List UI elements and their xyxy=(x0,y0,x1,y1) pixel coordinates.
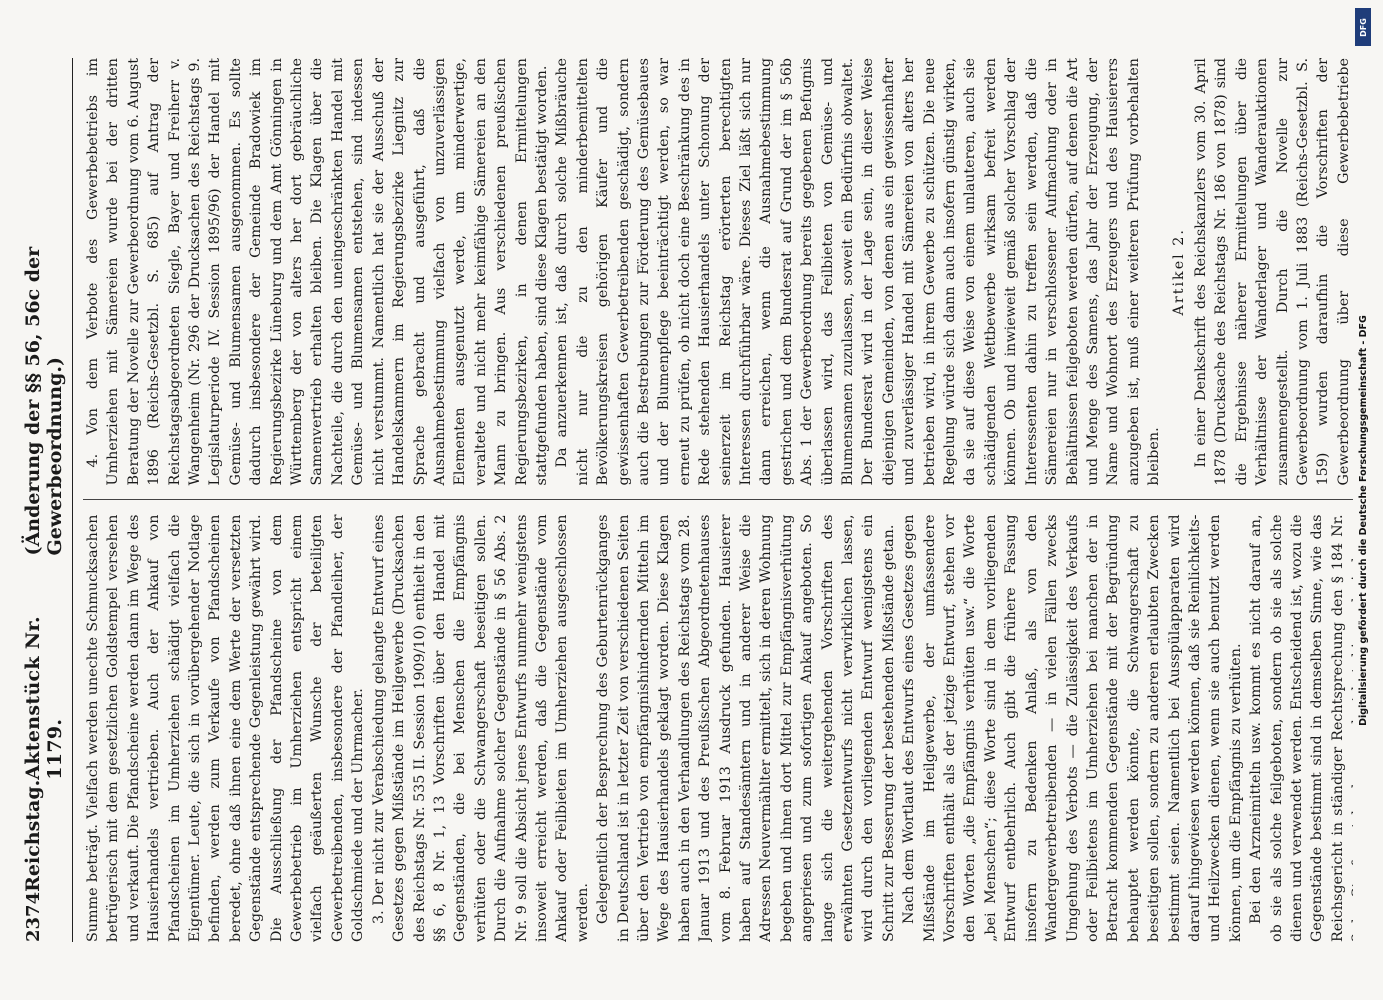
digitization-note xyxy=(1351,55,1375,985)
paragraph: 3. Der nicht zur Verabschiedung gelangte Entwurf eines Gesetzes gegen Mißstände im Heilgewerbe (Drucksachen des Reichstags Nr. 535 II. Session 1909/10) enthielt in den §§ 6, 8 Nr. 1, 13 Vorschriften über den Handel mit Gegenständen, die bei Menschen die Empfängnis verhüten oder die Schwangerschaft beseitigen sollen. Durch die Aufnahme solcher Gegenstände in § 56 Abs. 2 Nr. 9 soll die Absicht jenes Entwurfs nunmehr wenigstens insoweit erreicht werden, daß die Gegenstände vom Ankauf oder Feilbieten im Umherziehen ausgeschlossen werden. xyxy=(370,514,591,942)
paragraph: Summe beträgt. Vielfach werden unechte Schmucksachen betrügerisch mit dem gesetzlichen Goldstempel versehen und verkauft. Die Pfandscheine werden dann im Wege des Hausierhandels vertrieben. Auch der Ankauf von Pfandscheinen im Umherziehen schädigt vielfach die Eigentümer. Leute, die sich in vorübergehender Notlage befinden, werden zum Verkaufe von Pfandscheinen beredet, ohne daß ihnen eine dem Werte der versetzten Gegenstände entsprechende Gegenleistung gewährt wird. Die Ausschließung der Pfandscheine von dem Gewerbebetrieb im Umherziehen entspricht einem vielfach geäußerten Wunsche der beteiligten Gewerbetreibenden, insbesondere der Pfandleiher, der Goldschmiede und der Uhrmacher. xyxy=(85,514,367,942)
header-left-title: Reichstag. xyxy=(22,779,44,892)
right-column xyxy=(83,58,1353,500)
dfg-logo xyxy=(1355,8,1371,46)
digitization-note-text: Digitalisierung gefördert durch die Deutsche Forschungsgemeinschaft - DFG xyxy=(1357,314,1369,726)
paragraph: Nach dem Wortlaut des Entwurfs eines Gesetzes gegen Mißstände im Heilgewerbe, der umfassendere Vorschriften enthält als der jetzige Entwurf, stehen vor den Worten „die Empfängnis verhüten usw.“ die Worte „bei Menschen“; diese Worte sind in dem vorliegenden Entwurf entbehrlich. Auch gibt die frühere Fassung insofern zu Bedenken Anlaß, als von den Wandergewerbetreibenden — in vielen Fällen zwecks Umgehung des Verbots — die Zulässigkeit des Verkaufs oder Feilbietens im Umherziehen bei manchen der in Betracht kommenden Gegenstände mit der Begründung behauptet werden könnte, die Schwangerschaft zu beseitigen sollen, sondern zu anderen erlaubten Zwecken bestimmt seien. Namentlich bei Ausspülapparaten wird darauf hingewiesen werden können, daß sie Reinlichkeits- und Heilzwecken dienen, wenn sie auch benutzt werden können, um die Empfängnis zu verhüten. xyxy=(901,514,1244,942)
page-header xyxy=(22,58,73,942)
paragraph: Bei den Arzneimitteln usw. kommt es nicht darauf an, ob sie als solche feilgeboten, sondern ob sie als solche dienen und verwendet werden. Entscheidend ist, wozu die Gegenstände bestimmt sind in demselben Sinne, wie das Reichsgericht in ständiger Rechtsprechung den § 184 Nr. des Strafgesetzbuchs ausgelegt hat; hiernach sind es zu xyxy=(1248,514,1353,942)
page-number: 2374 xyxy=(23,891,44,942)
header-right-title: (Änderung der §§ 56, 56c der Gewerbeordnung.) xyxy=(22,246,66,556)
paragraph: 4. Von dem Verbote des Gewerbebetriebs im Umherziehen mit Sämereien wurde bei der dritten Beratung der Novelle zur Gewerbeordnung vom 6. August 1896 (Reichs-Gesetzbl. S. 685) auf Antrag der Reichstagsabgeordneten Siegle, Bayer und Freiherr v. Wangenheim (Nr. 296 der Drucksachen des Reichstags 9. Legislaturperiode IV. Session 1895/96) der Handel mit Gemüse- und Blumensamen ausgenommen. Es sollte dadurch insbesondere der Gemeinde Bradowiek im Regierungsbezirke Lüneburg und dem Amt Gönningen in Württemberg der von alters her dort gebräuchliche Samenvertrieb erhalten bleiben. Die Klagen über die Nachteile, die durch den uneingeschränkten Handel mit Gemüse- und Blumensamen entstehen, sind indessen nicht verstummt. Namentlich hat sie der Ausschuß der Handelskammern im Regierungsbezirke Liegnitz zur Sprache gebracht und ausgeführt, daß die Ausnahmebestimmung vielfach von unzuverlässigen Elementen ausgenutzt werde, um minderwertige, veraltete und nicht mehr keimfähige Sämereien an den Mann zu bringen. Aus verschiedenen preußischen Regierungsbezirken, in denen Ermittelungen stattgefunden haben, sind diese Klagen bestätigt worden. xyxy=(85,58,550,486)
dfg-logo-text: DFG xyxy=(1358,17,1368,37)
left-column xyxy=(83,500,1353,943)
paragraph: Gelegentlich der Besprechung des Geburtenrückganges in Deutschland ist in letzter Zeit von verschiedenen Seiten über den Vertrieb von empfängnishindernden Mitteln im Wege des Hausierhandels geklagt worden. Diese Klagen haben auch in den Verhandlungen des Reichstags vom 28. Januar 1913 und des Preußischen Abgeordnetenhauses vom 8. Februar 1913 Ausdruck gefunden. Hausierer haben auf Standesämtern und in anderer Weise die Adressen Neuvermählter ermittelt, sich in deren Wohnung begeben und ihnen dort Mittel zur Empfängnisverhütung angepriesen und zum sofortigen Ankauf angeboten. So lange sich die weitergehenden Vorschriften des erwähnten Gesetzentwurfs nicht verwirklichen lassen, wird durch den vorliegenden Entwurf wenigstens ein Schritt zur Besserung der bestehenden Mißstände getan. xyxy=(595,514,897,942)
header-center-title: Aktenstück Nr. 1179. xyxy=(22,616,66,780)
text-columns xyxy=(83,58,1353,942)
paragraph: In einer Denkschrift des Reichskanzlers vom 30. April 1878 (Drucksache des Reichstags Nr. 186 von 1878) sind die Ergebnisse näherer Ermittelungen über die Verhältnisse der Wanderlager und Wanderauktionen zusammengestellt. Durch die Novelle zur Gewerbeordnung vom 1. Juli 1883 (Reichs-Gesetzbl. S. 159) wurden daraufhin die Vorschriften der Gewerbeordnung über diese Gewerbebetriebe xyxy=(1192,58,1352,486)
paragraph: Da anzuerkennen ist, daß durch solche Mißbräuche nicht nur die zu den minderbemittelten Bevölkerungskreisen gehörigen Käufer und die gewissenhaften Gewerbetreibenden geschädigt, sondern auch die Bestrebungen zur Förderung des Gemüsebaues und der Blumenpflege beeinträchtigt werden, so war erneut zu prüfen, ob nicht doch eine Beschränkung des in Rede stehenden Hausierhandels unter Schonung der seinerzeit im Reichstag erörterten berechtigten Interessen durchführbar wäre. Dieses Ziel läßt sich nur dann erreichen, wenn die Ausnahmebestimmung gestrichen und dem Bundesrat auf Grund der im § 56b Abs. 1 der Gewerbeordnung bereits gegebenen Befugnis überlassen wird, das Feilbieten von Gemüse- und Blumensamen zuzulassen, soweit ein Bedürfnis obwaltet. Der Bundesrat wird in der Lage sein, in dieser Weise diejenigen Gemeinden, von denen aus ein gewissenhafter und zuverlässiger Handel mit Sämereien von alters her betrieben wird, in ihrem Gewerbe zu schützen. Die neue Regelung würde sich dann auch insofern günstig wirken, da sie auf diese Weise von einem unlauteren, auch sie schädigenden Wettbewerbe wirksam befreit werden können. Ob und inwieweit gemäß solcher Vorschlag der Interessenten dahin zu treffen sein werden, daß die Sämereien nur in verschlossener Aufmachung oder in Behältnissen feilgeboten werden dürfen, auf denen die Art und Menge des Samens, das Jahr der Erzeugung, der Name und Wohnort des Erzeugers und des Hausierers anzugeben ist, muß einer weiteren Prüfung vorbehalten bleiben. xyxy=(554,58,1163,486)
article-heading: Artikel 2. xyxy=(1170,228,1187,316)
